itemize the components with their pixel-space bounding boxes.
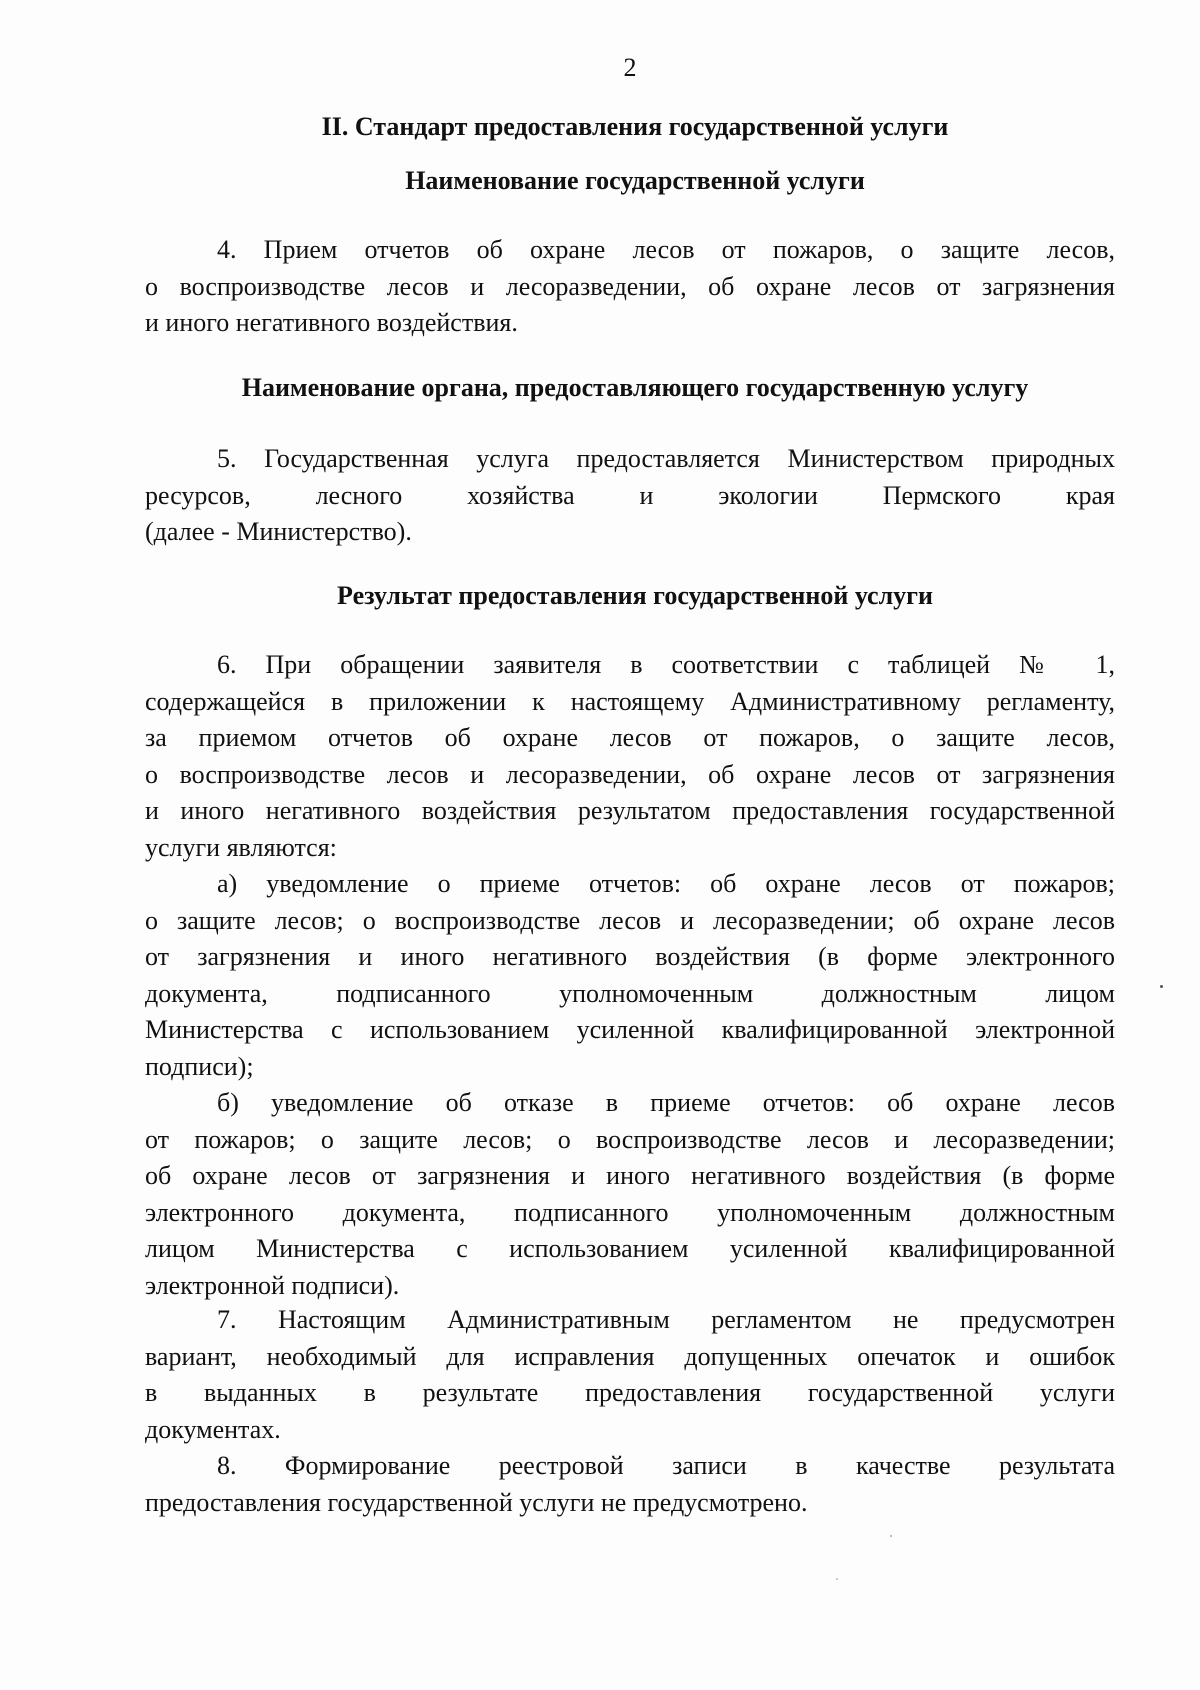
paragraph-line: Министерства с использованием усиленной квалифицированной электронной — [145, 1015, 1115, 1044]
paragraph-line: услуги являются: — [145, 832, 337, 862]
paragraph-line: (далее - Министерство). — [145, 517, 412, 546]
paragraph-line: 4. Прием отчетов об охране лесов от пожаров, о защите лесов, — [217, 235, 1115, 264]
paragraph-line: электронного документа, подписанного уполномоченным должностным — [145, 1197, 1115, 1227]
section-title-standard: II. Стандарт предоставления государственной услуги — [321, 112, 949, 141]
section-title-authority: Наименование органа, предоставляющего государственную услугу — [241, 373, 1029, 402]
paragraph-8 — [145, 1448, 1115, 1521]
paragraph-line: 6. При обращении заявителя в соответствии с таблицей № 1, — [217, 650, 1115, 679]
paragraph-line: документах. — [145, 1414, 281, 1444]
paragraph-line: 7. Настоящим Административным регламентом не предусмотрен — [217, 1305, 1115, 1334]
paragraph-line: о воспроизводстве лесов и лесоразведении, об охране лесов от загрязнения — [145, 759, 1115, 789]
scan-speck — [890, 1535, 892, 1537]
paragraph-line: и иного негативного воздействия. — [145, 308, 518, 337]
paragraph-line: б) уведомление об отказе в приеме отчетов: об охране лесов — [217, 1088, 1115, 1117]
paragraph-6a — [145, 866, 1115, 1085]
paragraph-line: от загрязнения и иного негативного воздействия (в форме электронного — [145, 942, 1115, 971]
section-title-result: Результат предоставления государственной услуги — [337, 581, 933, 610]
paragraph-6 — [145, 647, 1115, 866]
scan-speck — [836, 1578, 838, 1580]
paragraph-4 — [145, 232, 1115, 342]
paragraph-line: предоставления государственной услуги не предусмотрено. — [145, 1487, 808, 1517]
page-number: 2 — [623, 53, 637, 82]
paragraph-5 — [145, 441, 1115, 551]
paragraph-line: за приемом отчетов об охране лесов от пожаров, о защите лесов, — [145, 723, 1115, 752]
paragraph-line: об охране лесов от загрязнения и иного негативного воздействия (в форме — [145, 1161, 1115, 1190]
scan-speck — [1160, 985, 1163, 988]
paragraph-line: ресурсов, лесного хозяйства и экологии Пермского края — [145, 480, 1115, 510]
paragraph-line: 8. Формирование реестровой записи в качестве результата — [217, 1451, 1115, 1480]
paragraph-line: и иного негативного воздействия результатом предоставления государственной — [145, 796, 1115, 825]
paragraph-7 — [145, 1302, 1115, 1448]
paragraph-line: от пожаров; о защите лесов; о воспроизводстве лесов и лесоразведении; — [145, 1124, 1115, 1154]
paragraph-line: в выданных в результате предоставления государственной услуги — [145, 1378, 1115, 1407]
section-title-service-name: Наименование государственной услуги — [405, 166, 865, 195]
paragraph-line: 5. Государственная услуга предоставляется Министерством природных — [217, 444, 1115, 473]
paragraph-line: подписи); — [145, 1051, 254, 1081]
paragraph-line: а) уведомление о приеме отчетов: об охране лесов от пожаров; — [217, 869, 1115, 898]
paragraph-line: вариант, необходимый для исправления допущенных опечаток и ошибок — [145, 1341, 1115, 1371]
paragraph-line: содержащейся в приложении к настоящему Административному регламенту, — [145, 686, 1115, 716]
paragraph-line: документа, подписанного уполномоченным должностным лицом — [145, 978, 1115, 1008]
paragraph-line: электронной подписи). — [145, 1270, 400, 1300]
paragraph-line: о воспроизводстве лесов и лесоразведении, об охране лесов от загрязнения — [145, 271, 1115, 301]
paragraph-line: о защите лесов; о воспроизводстве лесов и лесоразведении; об охране лесов — [145, 905, 1115, 935]
paragraph-6b — [145, 1085, 1115, 1304]
paragraph-line: лицом Министерства с использованием усиленной квалифицированной — [145, 1234, 1115, 1263]
